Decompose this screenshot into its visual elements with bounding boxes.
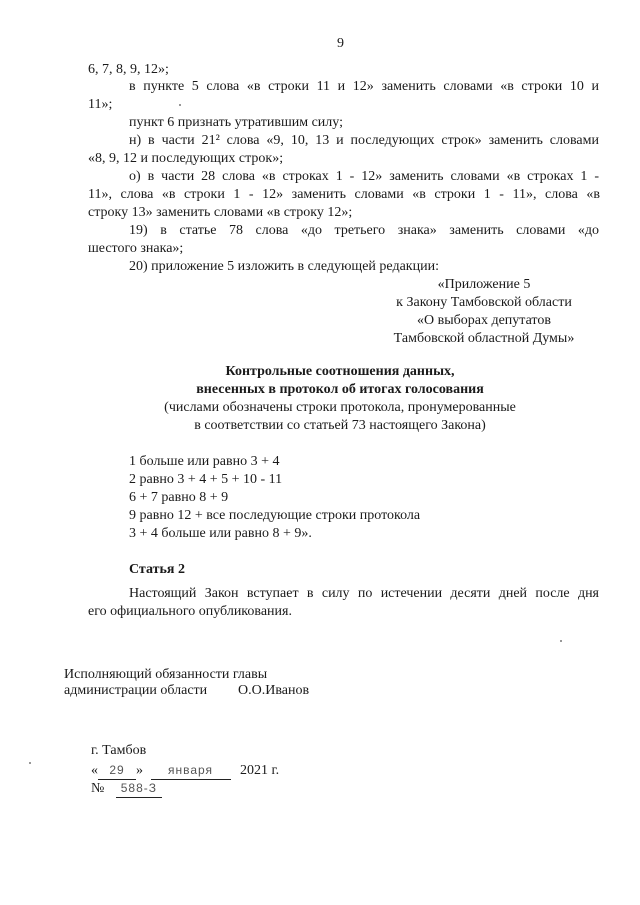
amendment-line-9: строку 13» заменить словами «в строку 12»; — [88, 205, 353, 220]
signatory-name: О.О.Иванов — [238, 683, 310, 698]
date-open-quote: « — [91, 763, 98, 778]
place-of-signing: г. Тамбов — [91, 743, 147, 758]
amendment-line-12: 20) приложение 5 изложить в следующей редакции: — [129, 259, 439, 274]
amendment-line-2: в пункте 5 слова «в строки 11 и 12» заменить словами «в строки 10 и — [129, 79, 599, 94]
amendment-line-11: шестого знака»; — [88, 241, 184, 256]
ratio-line-2: 2 равно 3 + 4 + 5 + 10 - 11 — [129, 472, 283, 487]
amendment-line-4: пункт 6 признать утратившим силу; — [129, 115, 343, 130]
amendment-line-7: о) в части 28 слова «в строках 1 - 12» заменить словами «в строках 1 - — [129, 169, 599, 184]
appendix-ref-line-3: «О выборах депутатов — [417, 313, 551, 328]
article-text-line-2: его официального опубликования. — [88, 604, 292, 619]
date-year: 2021 г. — [240, 763, 280, 778]
amendment-line-8: 11», слова «в строки 1 - 12» заменить словами «в строки 1 - 11», слова «в — [88, 187, 600, 202]
number-line — [91, 779, 162, 798]
signature-title-line-2: администрации области — [64, 683, 208, 698]
amendment-line-1: 6, 7, 8, 9, 12»; — [88, 62, 169, 77]
appendix-ref-line-1: «Приложение 5 — [437, 277, 531, 292]
page-number: 9 — [337, 36, 344, 51]
appendix-ref-line-2: к Закону Тамбовской области — [396, 295, 572, 310]
number-label: № — [91, 781, 105, 796]
amendment-line-10: 19) в статье 78 слова «до третьего знака» заменить словами «до — [129, 223, 599, 238]
article-text-line-1: Настоящий Закон вступает в силу по истечении десяти дней после дня — [129, 586, 599, 601]
scan-speck — [179, 104, 181, 106]
scan-speck — [560, 640, 562, 642]
section-title-line-1: Контрольные соотношения данных, — [225, 364, 455, 379]
number-value: 588-З — [116, 779, 162, 798]
ratio-line-3: 6 + 7 равно 8 + 9 — [129, 490, 229, 505]
date-month: января — [151, 761, 231, 780]
amendment-line-6: «8, 9, 12 и последующих строк»; — [88, 151, 284, 166]
date-day: 29 — [98, 761, 136, 780]
article-heading: Статья 2 — [129, 562, 185, 577]
signature-title-line-1: Исполняющий обязанности главы — [64, 667, 268, 682]
ratio-line-1: 1 больше или равно 3 + 4 — [129, 454, 280, 469]
ratio-line-4: 9 равно 12 + все последующие строки протокола — [129, 508, 421, 523]
scan-speck — [29, 762, 31, 764]
date-line — [91, 761, 279, 780]
amendment-line-5: н) в части 21² слова «9, 10, 13 и последующих строк» заменить словами — [129, 133, 599, 148]
section-title-line-2: внесенных в протокол об итогах голосования — [196, 382, 484, 397]
section-subtitle-line-2: в соответствии со статьей 73 настоящего Закона) — [194, 418, 486, 433]
date-close-quote: » — [136, 763, 143, 778]
amendment-line-3: 11»; — [88, 97, 113, 112]
ratio-line-5: 3 + 4 больше или равно 8 + 9». — [129, 526, 312, 541]
section-subtitle-line-1: (числами обозначены строки протокола, пронумерованные — [164, 400, 516, 415]
appendix-ref-line-4: Тамбовской областной Думы» — [393, 331, 575, 346]
